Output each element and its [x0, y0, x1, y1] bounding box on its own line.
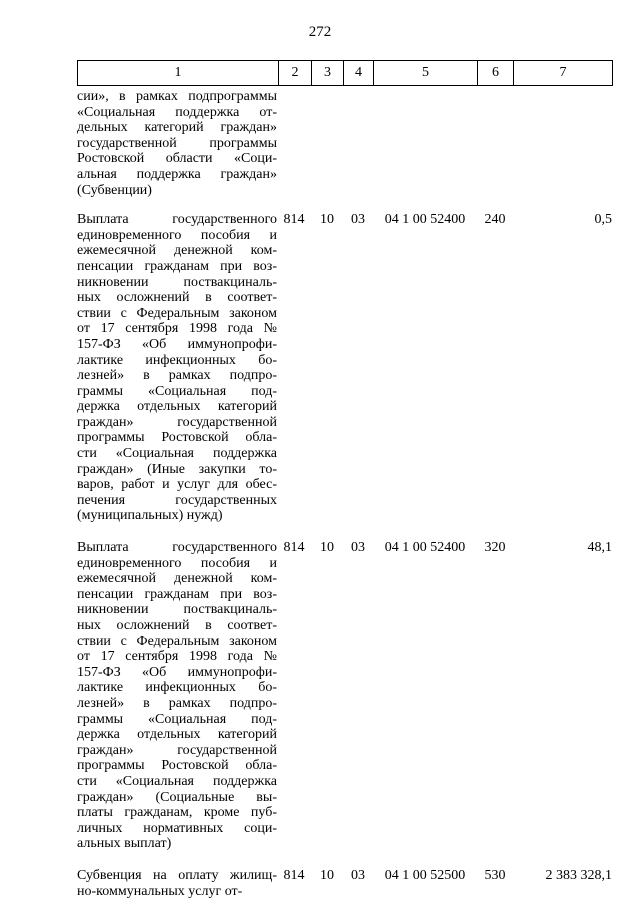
description-line: пенсации гражданам при воз-: [77, 258, 277, 274]
column-header-1: 1: [78, 61, 279, 86]
description-line: ствии с Федеральным законом: [77, 305, 277, 321]
description-line: дельных категорий граждан»: [77, 120, 277, 136]
description-line: Ростовской области «Соци-: [77, 151, 277, 167]
table-row: [77, 540, 612, 852]
description-line: (Субвенции): [77, 182, 152, 198]
description-line: лактике инфекционных бо-: [77, 352, 277, 368]
description-line: но-коммунальных услуг от-: [77, 883, 243, 899]
row-description: [77, 540, 277, 852]
description-line: ных осложнений в соответ-: [77, 290, 277, 306]
description-line: «Социальная поддержка от-: [77, 104, 277, 120]
description-line: 157-ФЗ «Об иммунопрофи-: [77, 336, 277, 352]
description-line: ствии с Федеральным законом: [77, 633, 277, 649]
table-row: [77, 89, 612, 198]
description-line: держка отдельных категорий: [77, 399, 277, 415]
table-row: [77, 212, 612, 524]
cell-subsection: 03: [351, 867, 365, 883]
description-line: сии», в рамках подпрограммы: [77, 89, 277, 104]
cell-amount: 2 383 328,1: [545, 867, 612, 883]
cell-subsection: 03: [351, 540, 365, 556]
description-line: держка отдельных категорий: [77, 727, 277, 743]
cell-section: 10: [320, 540, 334, 556]
cell-target-article: 04 1 00 52400: [384, 540, 466, 556]
description-line: печения государственных: [77, 492, 277, 508]
description-line: ных осложнений в соответ-: [77, 618, 277, 633]
description-line: альная поддержка граждан»: [77, 166, 277, 182]
description-line: единовременного пособия и: [77, 227, 277, 243]
description-line: граждан» государственной: [77, 742, 277, 758]
cell-subsection: 03: [351, 212, 365, 228]
description-line: граждан» государственной: [77, 414, 277, 430]
cell-section: 10: [320, 867, 334, 883]
description-line: никновении поствакциналь-: [77, 274, 277, 290]
column-header-4: 4: [344, 61, 374, 86]
cell-target-article: 04 1 00 52400: [384, 212, 466, 228]
description-line: Субвенция на оплату жилищ-: [77, 867, 277, 883]
description-line: лезней» в рамках подпро-: [77, 368, 277, 384]
description-line: платы гражданам, кроме пуб-: [77, 805, 277, 821]
cell-expense-type: 530: [484, 867, 506, 883]
cell-section: 10: [320, 212, 334, 228]
cell-ministry-code: 814: [283, 540, 305, 556]
description-line: граммы «Социальная под-: [77, 711, 277, 727]
description-line: Выплата государственного: [77, 540, 277, 556]
description-line: пенсации гражданам при воз-: [77, 586, 277, 602]
cell-target-article: 04 1 00 52500: [384, 867, 466, 883]
description-line: граждан» (Социальные вы-: [77, 789, 277, 805]
description-line: Выплата государственного: [77, 212, 277, 228]
row-description: [77, 868, 277, 899]
description-line: альных выплат): [77, 836, 172, 852]
description-line: граммы «Социальная под-: [77, 383, 277, 399]
cell-ministry-code: 814: [283, 867, 305, 883]
description-line: ежемесячной денежной ком-: [77, 571, 277, 587]
row-description: [77, 212, 277, 524]
description-line: личных нормативных соци-: [77, 820, 277, 836]
table-body: [77, 89, 612, 915]
description-line: никновении поствакциналь-: [77, 602, 277, 618]
table-header: [77, 60, 613, 86]
description-line: лезней» в рамках подпро-: [77, 695, 277, 711]
column-header-6: 6: [478, 61, 514, 86]
row-description: [77, 89, 277, 198]
description-line: лактике инфекционных бо-: [77, 680, 277, 696]
description-line: единовременного пособия и: [77, 555, 277, 571]
description-line: от 17 сентября 1998 года №: [77, 649, 277, 665]
description-line: (муниципальных) нужд): [77, 508, 223, 524]
description-line: варов, работ и услуг для обес-: [77, 477, 277, 493]
description-line: граждан» (Иные закупки то-: [77, 461, 277, 477]
description-line: от 17 сентября 1998 года №: [77, 321, 277, 337]
description-line: ежемесячной денежной ком-: [77, 243, 277, 259]
description-line: 157-ФЗ «Об иммунопрофи-: [77, 664, 277, 680]
column-header-7: 7: [514, 61, 613, 86]
description-line: государственной программы: [77, 135, 277, 151]
column-header-5: 5: [374, 61, 478, 86]
cell-expense-type: 320: [484, 540, 506, 556]
description-line: программы Ростовской обла-: [77, 430, 277, 446]
description-line: сти «Социальная поддержка: [77, 446, 277, 462]
cell-expense-type: 240: [484, 212, 506, 228]
column-header-3: 3: [312, 61, 344, 86]
cell-amount: 48,1: [587, 540, 612, 556]
page-number: 272: [308, 24, 332, 40]
description-line: сти «Социальная поддержка: [77, 773, 277, 789]
description-line: программы Ростовской обла-: [77, 758, 277, 774]
table-row: [77, 868, 612, 899]
column-header-2: 2: [279, 61, 312, 86]
cell-amount: 0,5: [594, 212, 612, 228]
cell-ministry-code: 814: [283, 212, 305, 228]
